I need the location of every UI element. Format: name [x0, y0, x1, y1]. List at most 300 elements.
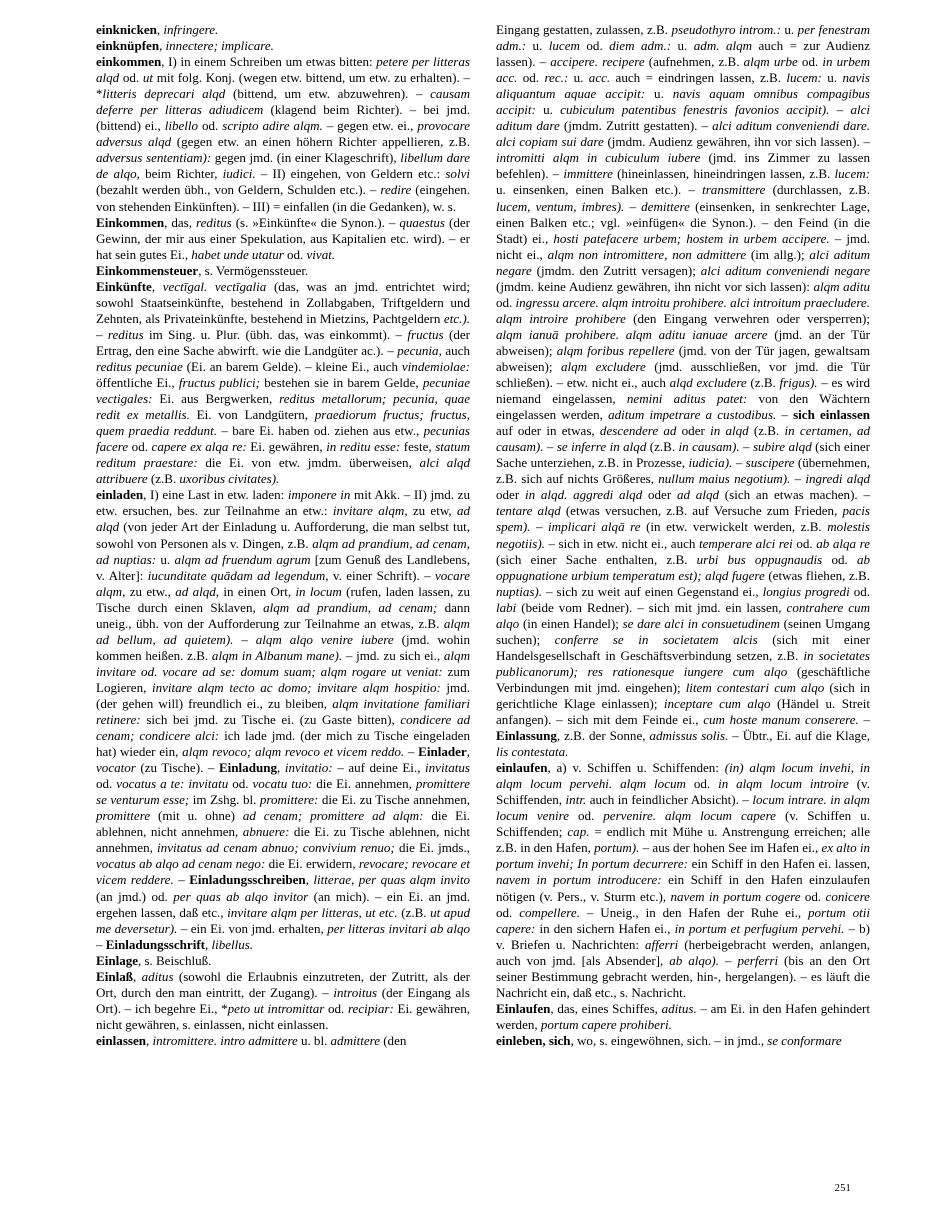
latin-gloss: iudicia). — [688, 455, 733, 471]
latin-gloss: alqm ianuā prohibere. alqm aditu ianuae arcere — [496, 326, 768, 342]
entry-headword: Einladung — [218, 760, 277, 776]
entry-text: (den — [380, 1032, 407, 1048]
entry-headword: sich einlassen — [793, 407, 870, 423]
latin-gloss: alqm ad prandium, ad cenam; — [263, 599, 438, 615]
dictionary-entry — [496, 760, 870, 1001]
entry-text: – — [96, 326, 108, 342]
entry-headword: einladen — [96, 487, 144, 503]
entry-headword: Einlage — [96, 952, 139, 968]
entry-text: – jmd. zu sich ei., — [342, 647, 444, 663]
entry-text: u. — [156, 551, 175, 567]
latin-gloss: ex alto in portum invehi; In portum decurrere: — [496, 840, 870, 872]
latin-gloss: alci aditum dare — [496, 102, 871, 134]
dictionary-entry — [96, 1033, 470, 1049]
entry-text: (an jmd.) od. — [96, 888, 174, 904]
latin-gloss: in locum — [295, 583, 342, 599]
entry-text: beim Richter, — [139, 166, 223, 182]
latin-gloss: vocatus ab alqo ad cenam nego: — [96, 856, 266, 872]
latin-gloss: habet unde utatur — [191, 246, 284, 262]
entry-text: zum Logieren, — [96, 663, 470, 695]
entry-text: (das, was an jmd. entrichtet wird; sowohl Staatseinkünfte, bestehend in Zollabgaben, Triftgeldern und Zehnten, als Privateinkünfte, bestehend in Mietzins, Pachtgeldern — [96, 278, 470, 326]
entry-text: u. — [671, 38, 694, 54]
latin-gloss: implicari alqā re — [548, 519, 641, 535]
entry-text: – — [719, 952, 738, 968]
latin-gloss: vindemiolae: — [401, 358, 470, 374]
latin-gloss: portum otii capere: — [496, 904, 870, 936]
entry-text: (jmd. an der Tür abweisen); — [496, 326, 870, 358]
latin-gloss: acc. — [588, 70, 611, 86]
latin-gloss: alqm foribus repellere — [556, 342, 675, 358]
entry-text: – — [732, 455, 746, 471]
latin-gloss: promittere se venturum esse; — [96, 776, 470, 808]
latin-gloss: in urbem acc. — [496, 54, 870, 86]
latin-gloss: per litteras invitari ab alqo — [327, 920, 470, 936]
latin-gloss: aditus. — [661, 1000, 697, 1016]
entry-text: (einsenken, in senkrechter Lage, einen Balken etc.; vgl. »einfügen« die Synon.). – den Feind (in die Stadt) ei., — [496, 198, 870, 246]
entry-text: (z.B. — [147, 471, 180, 487]
latin-gloss: in societates publicanorum); res rationesque iungere cum alqo — [496, 647, 870, 679]
entry-text: , z.B. der Sonne, — [556, 728, 650, 744]
latin-gloss: in portum et perfugium pervehi. — [674, 920, 845, 936]
entry-text: oder — [642, 487, 677, 503]
latin-gloss: fructus publici; — [178, 375, 261, 391]
entry-text: – — [790, 471, 806, 487]
entry-text: od. — [792, 535, 817, 551]
entry-text: od. — [228, 776, 253, 792]
latin-gloss: etc.). — [443, 310, 470, 326]
entry-headword: einknicken — [96, 22, 157, 37]
latin-gloss: se conformare — [767, 1032, 842, 1048]
entry-text: bestehen sie in barem Gelde, — [260, 375, 423, 391]
latin-gloss: litem contestari cum alqo — [685, 679, 825, 695]
latin-gloss: molestis negotiis). — [496, 519, 870, 551]
entry-headword: einkommen — [96, 54, 162, 70]
latin-gloss: se dare alci in consuetudinem — [622, 615, 780, 631]
latin-gloss: abnuere: — [242, 824, 290, 840]
entry-text: die Ei. zu Tische ablehnen, nicht annehmen, — [96, 824, 470, 856]
latin-gloss: alci aditum conveniendi dare. alci copiam sui dare — [496, 118, 870, 150]
latin-gloss: introitus — [333, 984, 378, 1000]
entry-text: ein Schiff in den Hafen ei. lassen, — [688, 856, 870, 872]
latin-gloss: frigus). — [779, 375, 818, 391]
latin-gloss: libellus. — [211, 936, 254, 952]
entry-text: (herbeigebracht werden, anlangen, auch von jmd. [als Absender], — [496, 936, 870, 968]
entry-text: od. — [96, 776, 117, 792]
latin-gloss: alqm ad bellum, ad quietem). — [96, 615, 470, 647]
entry-text: v. einer Schrift). – — [328, 567, 435, 583]
entry-headword: Einlader — [418, 744, 467, 760]
entry-text: Eingang gestatten, zulassen, z.B. — [496, 22, 672, 37]
entry-text: (der Eingang als Ort). – ich begehre Ei., * — [96, 984, 470, 1016]
entry-text: (jmdm. Audienz gewähren, ihn vor sich lassen). – — [603, 134, 870, 150]
entry-text: = endlich mit Mühe u. Anstrengung erreichen; alle z.B. in den Hafen, — [496, 824, 871, 856]
entry-text: die Ei. ablehnen, nicht annehmen, — [96, 808, 470, 840]
latin-gloss: alqm revoco; alqm revoco et vicem reddo. — [182, 744, 405, 760]
entry-text: (v. Schiffenden, — [496, 776, 870, 808]
entry-text: (sich in gerichtliche Klage einlassen); — [496, 679, 870, 711]
latin-gloss: ad alqd — [676, 487, 719, 503]
entry-text: (s. »Einkünfte« die Synon.). – — [231, 214, 400, 230]
latin-gloss: solvi — [445, 166, 471, 182]
entry-text: (sich einer Sache unterziehen, z.B. in Prozesse, — [496, 439, 870, 471]
latin-gloss: nemini aditus patet: — [626, 391, 748, 407]
entry-text: od. — [324, 1000, 348, 1016]
entry-text: , — [159, 38, 166, 54]
entry-text: – — [173, 872, 190, 888]
entry-text: (jmd. wohin kommen heißen. z.B. — [96, 631, 471, 663]
entry-text: – — [776, 407, 794, 423]
latin-gloss: alqm ad fruendum agrum — [174, 551, 311, 567]
entry-text: (z.B. — [746, 375, 780, 391]
latin-gloss: alqm ad prandium, ad cenam, ad nuptias: — [96, 535, 470, 567]
entry-text: – bare Ei. haben od. ziehen aus etw., — [216, 423, 424, 439]
entry-text: , — [151, 278, 163, 294]
entry-text: im Zshg. bl. — [189, 792, 260, 808]
entry-text: od. — [568, 808, 604, 824]
latin-gloss: alqm non intromittere, non admittere — [547, 246, 747, 262]
entry-text: (etwas versuchen, z.B. auf Versuche zum Frieden, — [560, 503, 843, 519]
entry-text: od. — [496, 294, 516, 310]
entry-headword: einlaufen — [496, 760, 548, 776]
entry-text: jmd. (der gehen will) freundlich ei., zu bleiben, — [96, 679, 470, 711]
latin-gloss: descendere ad — [599, 423, 677, 439]
latin-gloss: pecunias facere — [96, 423, 470, 455]
entry-headword: einleben, sich — [496, 1032, 571, 1048]
latin-gloss: praediorum fructus; fructus, quem praedia reddunt. — [96, 407, 471, 439]
entry-headword: Einlassung — [496, 728, 557, 744]
entry-text: (jmd. von der Tür jagen, gewaltsam abweisen); — [496, 342, 871, 374]
latin-gloss: pseudothyro introm.: — [671, 22, 781, 37]
entry-text: auch in feindlicher Absicht). – — [586, 792, 753, 808]
latin-gloss: in alqd. aggredi alqd — [524, 487, 643, 503]
latin-gloss: ab oppugnatione urbium temperatum est); alqd fugere — [496, 551, 870, 583]
entry-text: – jmd. nicht ei., — [496, 230, 870, 262]
latin-gloss: alqd excludere — [669, 375, 747, 391]
latin-gloss: nullum maius negotium). — [658, 471, 791, 487]
latin-gloss: conicere — [825, 888, 870, 904]
entry-headword: einlassen — [96, 1032, 147, 1048]
entry-text: in einen Ort, — [219, 583, 296, 599]
entry-text: mit Akk. – II) jmd. zu etw. ersuchen, bes. zur Teilnahme an etw.: — [96, 487, 470, 519]
latin-gloss: admissus solis. — [649, 728, 729, 744]
entry-text: , — [277, 760, 285, 776]
latin-gloss: subire alqd — [752, 439, 812, 455]
latin-gloss: immittere — [563, 166, 613, 182]
latin-gloss: rec.: — [544, 70, 569, 86]
entry-text: u. einsenken, einen Balken etc.). – — [496, 182, 703, 198]
latin-gloss: urbi bus oppugnaudis — [696, 551, 823, 567]
latin-gloss: perferri — [737, 952, 779, 968]
latin-gloss: recipiar: — [347, 1000, 394, 1016]
latin-gloss: vectīgal. vectīgalia — [162, 278, 267, 294]
latin-gloss: demittere — [641, 198, 690, 214]
latin-gloss: diem adm.: — [609, 38, 672, 54]
latin-gloss: nuptias). — [496, 583, 543, 599]
entry-text: – Übtr., Ei. auf die Klage, — [728, 728, 871, 744]
latin-gloss: alqm excludere — [561, 358, 646, 374]
latin-gloss: invitare alqm tecto ac domo; invitare alqm hospitio: — [151, 679, 441, 695]
latin-gloss: in alqm locum introire — [718, 776, 849, 792]
latin-gloss: adversus sententiam): — [96, 150, 212, 166]
latin-gloss: temperare alci rei — [698, 535, 793, 551]
latin-gloss: peto ut intromittar — [227, 1000, 325, 1016]
entry-text: (z.B. — [397, 904, 431, 920]
entry-text: (z.B. — [646, 439, 679, 455]
latin-gloss: tentare alqd — [496, 503, 561, 519]
entry-text: im Sing. u. Plur. (übh. das, was einkommt). – — [143, 326, 408, 342]
latin-gloss: locum intrare. in alqm locum venire — [496, 792, 870, 824]
latin-gloss: lucem: — [834, 166, 870, 182]
entry-text: , — [156, 22, 164, 37]
latin-gloss: invitatus — [425, 760, 470, 776]
entry-text: (beide vom Redner). – sich mit jmd. ein lassen, — [516, 599, 787, 615]
entry-text: od. — [198, 118, 223, 134]
entry-text: – — [96, 936, 106, 952]
entry-text: (jmd. ins Zimmer zu lassen befehlen). – — [496, 150, 870, 182]
latin-gloss: ingressu arcere. alqm introitu prohibere. alci introitum praecludere. alqm introire prohibere — [496, 294, 870, 326]
entry-headword: Einlaß — [96, 968, 133, 984]
entry-text: [zum Genuß des Landlebens, v. Alter]: — [96, 551, 470, 583]
latin-gloss: vocatus a te: invitatu — [116, 776, 229, 792]
latin-gloss: contrahere cum alqo — [496, 599, 870, 631]
latin-gloss: intromitti alqm in cubiculum iubere — [496, 150, 701, 166]
latin-gloss: cubiculum patentibus fenestris favonios accipit). — [560, 102, 830, 118]
latin-gloss: lucem: — [786, 70, 822, 86]
entry-text: od. — [283, 246, 307, 262]
entry-text: die Ei. jmds., — [394, 840, 470, 856]
entry-text: od. — [849, 583, 871, 599]
latin-gloss: invitatus ad cenam abnuo; convivium renuo; — [157, 840, 395, 856]
latin-gloss: ab alqa re — [816, 535, 870, 551]
entry-text: (sich an etwas machen). – — [719, 487, 870, 503]
latin-gloss: infringere. — [163, 22, 219, 37]
entry-text: Ei. von Landgütern, — [189, 407, 315, 423]
entry-text: , — [205, 936, 212, 952]
latin-gloss: admittere — [330, 1032, 381, 1048]
entry-text: – b) v. Briefen u. Nachrichten: — [496, 920, 870, 952]
entry-text: (v. Schiffen u. Schiffenden; — [496, 808, 870, 840]
entry-text: (z.B. — [748, 423, 785, 439]
latin-gloss: libellum dare de alqo, — [96, 150, 470, 182]
entry-text: dann uneig., übh. von der Aufforderung zur Teilnahme an etwas, z.B. — [96, 599, 470, 631]
latin-gloss: aditus — [141, 968, 174, 984]
latin-gloss: alqm aditu — [813, 278, 870, 294]
entry-headword: Einkommen — [96, 214, 165, 230]
entry-text: auch — [441, 342, 470, 358]
entry-text: (jmd. ausschließen, vor jmd. die Tür schließen). – etw. nicht ei., auch — [496, 358, 870, 391]
latin-gloss: aditum impetrare a custodibus. — [608, 407, 777, 423]
entry-text: (der Ertrag, den eine Sache abwirft. wie die Landgüter ac.). – — [96, 326, 470, 358]
latin-gloss: afferri — [644, 936, 679, 952]
entry-text: oder — [496, 487, 525, 503]
latin-gloss: suscipere — [745, 455, 795, 471]
entry-text: u. — [526, 38, 549, 54]
entry-headword: Einladungsschreiben — [189, 872, 306, 888]
latin-gloss: ad alqd — [96, 503, 470, 535]
latin-gloss: vocatu tuo: — [252, 776, 313, 792]
latin-gloss: fructus — [407, 326, 444, 342]
dictionary-entry — [96, 969, 470, 1033]
latin-gloss: ad cenam; promittere ad alqm: — [242, 808, 424, 824]
entry-text: od. — [822, 551, 857, 567]
entry-text: – — [829, 102, 851, 118]
entry-text: – ein Ei. von jmd. erhalten, — [177, 920, 328, 936]
entry-text: od. — [128, 439, 152, 455]
entry-text: (der Gewinn, der mir aus einer Spekulation, aus Kapitalien etc. wird). – er hat sein gutes Ei., — [96, 214, 470, 262]
latin-gloss: promittere — [96, 808, 151, 824]
entry-text: – — [543, 439, 557, 455]
entry-text: (an mich). – ein Ei. an jmd. ergehen lassen, daß etc., — [96, 888, 470, 920]
entry-text: (sich einer Sache enthalten, z.B. — [496, 551, 697, 567]
entry-text: , I) in einem Schreiben um etwas bitten: — [161, 54, 377, 70]
entry-text: von den Wächtern eingelassen werden, — [496, 391, 870, 423]
latin-gloss: iudici. — [222, 166, 256, 182]
entry-text: , das, eines Schiffes, — [550, 1000, 662, 1016]
entry-text: (rufen, laden lassen, zu Tische durch einen Sklaven, — [96, 583, 470, 615]
entry-text: od. — [517, 70, 545, 86]
entry-text: , — [146, 1032, 153, 1048]
entry-text: – — [404, 744, 419, 760]
latin-gloss: promittere: — [259, 792, 319, 808]
latin-gloss: libello — [164, 118, 199, 134]
latin-gloss: intromittere. intro admittere — [152, 1032, 298, 1048]
latin-gloss: pacis spem). — [496, 503, 870, 535]
entry-text: , s. Beischluß. — [138, 952, 212, 968]
entry-text: u. — [645, 86, 673, 102]
latin-gloss: longius progredi — [762, 583, 850, 599]
latin-gloss: alqm in Albanum mane). — [211, 647, 343, 663]
entry-text: , — [466, 744, 470, 760]
latin-gloss: ad alqd, — [175, 583, 220, 599]
entry-headword: einknüpfen — [96, 38, 160, 54]
latin-gloss: pervenire. alqm locum capere — [603, 808, 776, 824]
entry-text: (jmdm. Zutritt gestatten). – — [559, 118, 713, 134]
entry-text: auch = zur Audienz lassen). – — [496, 38, 870, 70]
entry-text: (jmdm. den Zutritt versagen); — [531, 262, 701, 278]
latin-gloss: ut apud me deversetur). — [96, 904, 470, 936]
entry-text: , das, — [164, 214, 196, 230]
latin-gloss: innectere; implicare. — [165, 38, 274, 54]
latin-gloss: portum capere prohiberi. — [540, 1016, 672, 1032]
entry-text: – — [530, 519, 549, 535]
entry-text: öffentliche Ei., — [96, 375, 179, 391]
entry-text: u. — [535, 102, 561, 118]
entry-text: die Ei. von etw. jmdm. überweisen, — [197, 455, 420, 471]
latin-gloss: (in) alqm locum invehi, in alqm locum pervehi. alqm locum — [496, 760, 870, 792]
latin-gloss: ab alqo). — [669, 952, 720, 968]
latin-gloss: quaestus — [399, 214, 446, 230]
entry-text: (etwas fliehen, z.B. — [764, 567, 870, 583]
latin-gloss: per quas ab alqo invitor — [173, 888, 309, 904]
latin-gloss: causam deferre per litteras adiudicem — [96, 86, 470, 118]
latin-gloss: condicere ad cenam; condicere alci: — [96, 712, 470, 744]
latin-gloss: navem in portum cogere — [670, 888, 801, 904]
entry-text: (seinen Umgang suchen); — [496, 615, 870, 647]
latin-gloss: navem in portum introducere: — [496, 872, 662, 888]
entry-text: , — [305, 872, 314, 888]
entry-text: – am Ei. in den Hafen gehindert werden, — [496, 1000, 870, 1032]
dictionary-entry — [96, 22, 470, 38]
latin-gloss: lis contestata. — [496, 744, 569, 760]
entry-text: die Ei. erwidern, — [265, 856, 359, 872]
entry-text: – es wird niemand eingelassen, — [496, 375, 871, 407]
latin-gloss: cap. — [567, 824, 590, 840]
entry-text: (bittend, um etw. abzuwehren). – — [225, 86, 431, 102]
latin-gloss: imponere in — [287, 487, 351, 503]
latin-gloss: lucem, ventum, imbres). — [496, 198, 625, 214]
dictionary-entry — [96, 215, 470, 263]
entry-text: od. — [579, 38, 610, 54]
latin-gloss: transmittere — [702, 182, 766, 198]
entry-text: (sich mit einer Handelsgesellschaft in Geschäftsverbindung setzen, z.B. — [496, 631, 870, 663]
dictionary-entry — [96, 487, 470, 952]
dictionary-entry — [96, 279, 470, 488]
latin-gloss: invitare alqm per litteras, ut etc. — [227, 904, 398, 920]
latin-gloss: iucunditate quādam ad legendum, — [147, 567, 329, 583]
latin-gloss: alci aditum negare — [496, 246, 871, 278]
entry-text: (zu Tische). – — [135, 760, 219, 776]
entry-text: (bezahlt werden übh., von Geldern, Schulden etc.). – — [96, 182, 381, 198]
entry-text: – Uneig., in den Hafen der Ruhe ei., — [579, 904, 808, 920]
latin-gloss: litteris deprecari alqd — [102, 86, 226, 102]
entry-text: (von jeder Art der Einladung u. Aufforderung, die man selbst tut, sowohl von Personen als v. Dingen, z.B. — [96, 519, 470, 551]
entry-text: die Ei. annehmen, — [312, 776, 416, 792]
entry-text: u. bl. — [297, 1032, 331, 1048]
latin-gloss: capere ex alqa re: — [151, 439, 247, 455]
entry-text: , I) eine Last in etw. laden: — [143, 487, 288, 503]
latin-gloss: alqm alqo venire iubere — [255, 631, 394, 647]
entry-text: zu etw., — [125, 583, 176, 599]
entry-text: ein Schiff in den Hafen einzulaufen nötigen (v. Pers., v. Sturm etc.), — [496, 872, 870, 904]
entry-text: mit folg. Konj. (wegen etw. bittend, um etw. zu erhalten). – * — [96, 70, 470, 102]
latin-gloss: lucem — [548, 38, 580, 54]
latin-gloss: petere per litteras alqd — [96, 54, 470, 86]
latin-gloss: per fenestram adm.: — [496, 22, 870, 54]
entry-text: (übernehmen, z.B. sich auf nichts Größeres, — [496, 455, 870, 487]
left-column — [96, 22, 470, 1160]
entry-text: oder — [676, 423, 711, 439]
latin-gloss: alqm invitare od. vocare ad se: domum suam; alqm rogare ut veniat: — [96, 647, 471, 679]
latin-gloss: hosti patefacere urbem; hostem in urbem accipere. — [553, 230, 830, 246]
entry-text: (in einen Handel); — [519, 615, 623, 631]
latin-gloss: alqm invitatione familiari retinere: — [96, 695, 470, 728]
latin-gloss: conferre se in societatem alcis — [554, 631, 758, 647]
entry-text: – gegen etw. ei., — [322, 118, 418, 134]
entry-text: Ei. gewähren, — [246, 439, 327, 455]
page-number: 251 — [834, 1183, 851, 1194]
entry-text: zu etw, — [407, 503, 457, 519]
latin-gloss: compellere. — [519, 904, 580, 920]
latin-gloss: reditus — [195, 214, 232, 230]
entry-headword: Einkommensteuer — [96, 262, 199, 278]
latin-gloss: portum). — [594, 840, 640, 856]
dictionary-entry — [496, 22, 870, 760]
entry-text: (jmdm. keine Audienz gewähren, ihn nicht vor sich lassen): — [496, 278, 814, 294]
dictionary-entry — [496, 1001, 870, 1033]
entry-text: gegen jmd. (in einer Klageschrift), — [211, 150, 401, 166]
entry-text: auf oder in etwas, — [496, 423, 600, 439]
latin-gloss: navis aliquantum aquae accipit: — [496, 70, 871, 102]
entry-headword: Einlaufen — [496, 1000, 551, 1016]
entry-text: , s. Vermögenssteuer. — [198, 262, 309, 278]
latin-gloss: pecunia, — [397, 342, 442, 358]
entry-text: od. — [496, 904, 520, 920]
latin-gloss: scripto adire alqm. — [222, 118, 323, 134]
latin-gloss: revocare; revocare et vicem reddere. — [96, 856, 470, 888]
latin-gloss: navis aquam omnibus compagibus accipit: — [496, 86, 870, 118]
latin-gloss: ingredi alqd — [805, 471, 870, 487]
latin-gloss: in reditu esse: — [326, 439, 401, 455]
